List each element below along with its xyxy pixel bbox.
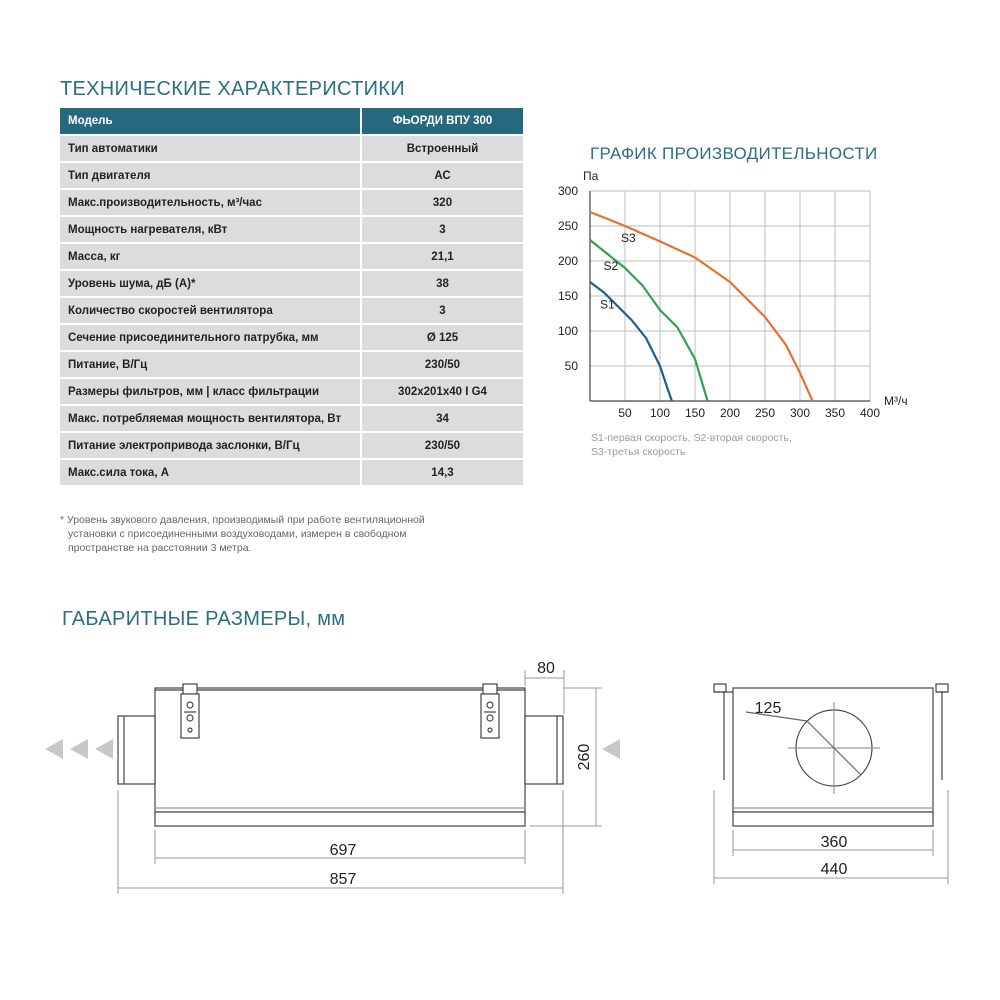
x-tick-label: 400	[859, 406, 881, 420]
table-row	[60, 217, 523, 244]
row-value: 230/50	[360, 433, 523, 460]
table-row	[60, 352, 523, 379]
row-label: Тип двигателя	[60, 163, 360, 190]
row-label: Питание, В/Гц	[60, 352, 360, 379]
table-row	[60, 136, 523, 163]
x-tick-label: 150	[684, 406, 706, 420]
row-label: Тип автоматики	[60, 136, 360, 163]
table-row	[60, 325, 523, 352]
footnote-line: пространстве на расстоянии 3 метра.	[68, 542, 252, 554]
specs-header-row	[60, 108, 523, 136]
specs-header-value: ФЬОРДИ ВПУ 300	[360, 108, 523, 136]
series-label-s1: S1	[600, 297, 615, 312]
y-tick-label: 300	[557, 184, 578, 198]
row-value: Встроенный	[360, 136, 523, 163]
row-label: Мощность нагревателя, кВт	[60, 217, 360, 244]
row-value: 34	[360, 406, 523, 433]
performance-chart	[540, 165, 930, 430]
dim-857: 857	[329, 871, 357, 888]
dim-360: 360	[820, 834, 848, 851]
chart-grid	[590, 191, 870, 401]
table-row	[60, 271, 523, 298]
row-value: 302x201x40 I G4	[360, 379, 523, 406]
y-tick-label: 150	[557, 289, 578, 303]
dim-697: 697	[329, 842, 357, 859]
chart-title: ГРАФИК ПРОИЗВОДИТЕЛЬНОСТИ	[590, 144, 878, 163]
table-row	[60, 433, 523, 460]
row-value: 230/50	[360, 352, 523, 379]
row-label: Масса, кг	[60, 244, 360, 271]
x-tick-label: 350	[824, 406, 846, 420]
table-row	[60, 244, 523, 271]
unit-base-side	[155, 812, 525, 826]
specs-table	[60, 108, 523, 487]
row-label: Макс. потребляемая мощность вентилятора, Вт	[60, 406, 360, 433]
specs-title: ТЕХНИЧЕСКИЕ ХАРАКТЕРИСТИКИ	[60, 78, 405, 100]
footnote	[60, 513, 425, 555]
specs-header-label: Модель	[60, 108, 360, 136]
table-row	[60, 298, 523, 325]
table-row	[60, 163, 523, 190]
dimensions-title: ГАБАРИТНЫЕ РАЗМЕРЫ, мм	[62, 608, 346, 630]
y-tick-label: 50	[564, 359, 578, 373]
row-label: Размеры фильтров, мм | класс фильтрации	[60, 379, 360, 406]
footnote-line: установки с присоединенными воздуховодами, измерен в свободном	[68, 528, 407, 540]
unit-base-front	[733, 812, 933, 826]
mount-bracket-left	[181, 684, 199, 738]
dimensions-drawing	[0, 640, 1000, 900]
arrow-left-icon	[45, 739, 63, 759]
row-label: Количество скоростей вентилятора	[60, 298, 360, 325]
table-row	[60, 190, 523, 217]
dim-440: 440	[820, 861, 848, 878]
x-axis-label: М³/ч	[884, 394, 908, 408]
dim-125: 125	[754, 700, 782, 717]
footnote-line: * Уровень звукового давления, производимый при работе вентиляционной	[60, 514, 425, 526]
row-label: Макс.производительность, м³/час	[60, 190, 360, 217]
dim-260: 260	[576, 743, 593, 771]
arrow-left-icon	[95, 739, 113, 759]
arrow-left-icon	[602, 739, 620, 759]
x-tick-label: 200	[719, 406, 741, 420]
table-row	[60, 460, 523, 487]
chart-legend	[591, 431, 792, 459]
series-label-s3: S3	[621, 231, 636, 245]
y-tick-label: 200	[557, 254, 578, 268]
x-tick-label: 50	[618, 406, 632, 420]
row-value: 3	[360, 298, 523, 325]
mount-bracket-right	[481, 684, 499, 738]
y-tick-label: 250	[557, 219, 578, 233]
row-label: Сечение присоединительного патрубка, мм	[60, 325, 360, 352]
table-row	[60, 379, 523, 406]
y-axis-label: Па	[583, 169, 599, 183]
legend-line: S3-третья скорость	[591, 446, 686, 458]
table-row	[60, 406, 523, 433]
row-label: Макс.сила тока, А	[60, 460, 360, 487]
y-tick-label: 100	[557, 324, 578, 338]
x-tick-label: 250	[754, 406, 776, 420]
arrow-left-icon	[70, 739, 88, 759]
row-label: Питание электропривода заслонки, В/Гц	[60, 433, 360, 460]
row-value: Ø 125	[360, 325, 523, 352]
row-value: 38	[360, 271, 523, 298]
row-value: 3	[360, 217, 523, 244]
row-value: АС	[360, 163, 523, 190]
unit-body-side	[155, 688, 525, 812]
chart-series-group	[590, 212, 813, 401]
row-value: 14,3	[360, 460, 523, 487]
legend-line: S1-первая скорость, S2-вторая скорость,	[591, 432, 792, 444]
row-value: 21,1	[360, 244, 523, 271]
x-tick-label: 300	[789, 406, 811, 420]
dim-80: 80	[537, 660, 555, 677]
row-label: Уровень шума, дБ (А)*	[60, 271, 360, 298]
series-label-s2: S2	[603, 259, 619, 273]
row-value: 320	[360, 190, 523, 217]
x-tick-label: 100	[649, 406, 671, 420]
